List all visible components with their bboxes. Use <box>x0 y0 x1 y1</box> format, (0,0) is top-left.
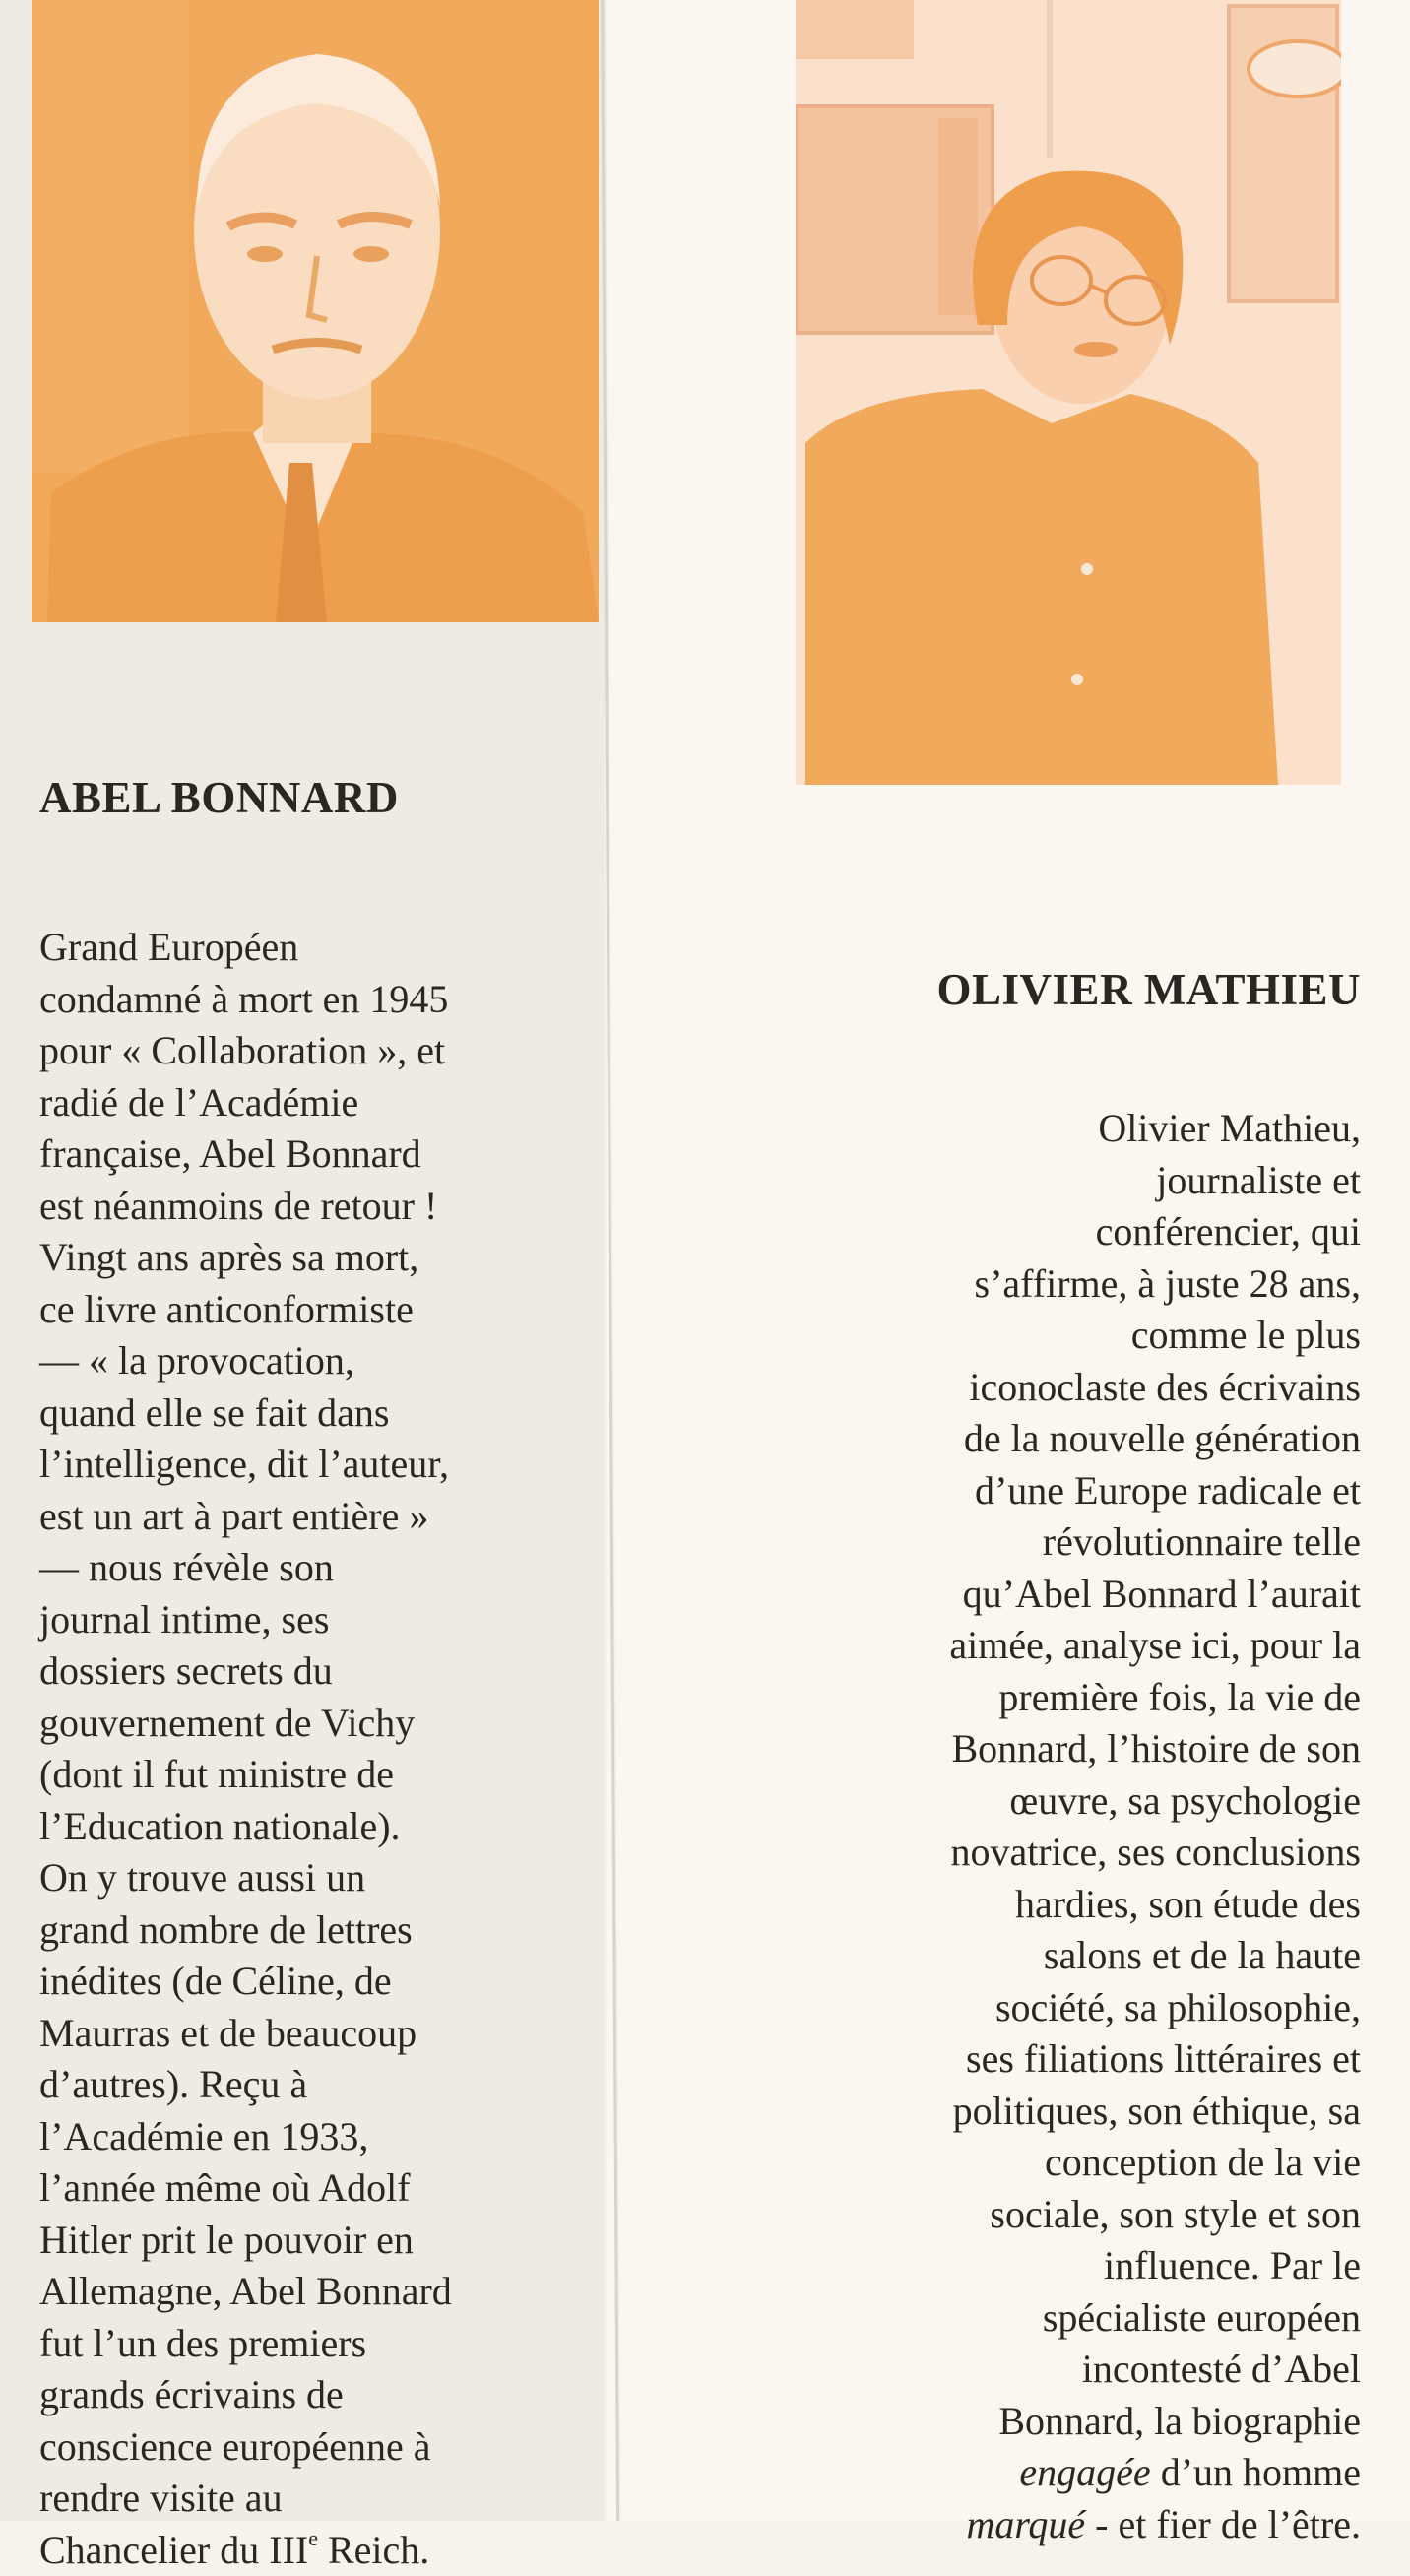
bio-line: société, sa philosophie, <box>788 1982 1361 2034</box>
abel-bonnard-column <box>39 768 620 2576</box>
bio-line: journal intime, ses <box>39 1594 620 1646</box>
photo-illustration <box>796 0 1341 785</box>
bio-line: de la nouvelle génération <box>788 1413 1361 1465</box>
bio-line: conscience européenne à <box>39 2421 620 2474</box>
bio-line: (dont il fut ministre de <box>39 1749 620 1801</box>
bio-line: pour « Collaboration », et <box>39 1025 620 1077</box>
bio-text: Chancelier du III <box>39 2528 308 2572</box>
bio-line: qu’Abel Bonnard l’aurait <box>788 1569 1361 1621</box>
olivier-mathieu-photo <box>796 0 1341 785</box>
bio-line: rendre visite au <box>39 2473 620 2525</box>
bio-line-last <box>788 2499 1361 2551</box>
bio-line: gouvernement de Vichy <box>39 1698 620 1750</box>
olivier-mathieu-column <box>788 960 1361 2550</box>
bio-line-last <box>39 2525 620 2576</box>
bio-line: aimée, analyse ici, pour la <box>788 1620 1361 1672</box>
bio-line: hardies, son étude des <box>788 1879 1361 1931</box>
bio-line: conférencier, qui <box>788 1206 1361 1258</box>
bio-line: Vingt ans après sa mort, <box>39 1232 620 1284</box>
bio-line: influence. Par le <box>788 2240 1361 2292</box>
bio-line: révolutionnaire telle <box>788 1516 1361 1569</box>
bio-line: dossiers secrets du <box>39 1645 620 1698</box>
bio-line: Maurras et de beaucoup <box>39 2008 620 2060</box>
bio-line: conception de la vie <box>788 2137 1361 2189</box>
bio-line: ce livre anticonformiste <box>39 1284 620 1336</box>
bio-text: d’un homme <box>1151 2450 1361 2494</box>
bio-line: l’année même où Adolf <box>39 2162 620 2215</box>
bio-line: fut l’un des premiers <box>39 2318 620 2370</box>
bio-line: spécialiste européen <box>788 2292 1361 2345</box>
bio-line: incontesté d’Abel <box>788 2344 1361 2396</box>
abel-bonnard-portrait <box>32 0 599 622</box>
bio-line: radié de l’Académie <box>39 1077 620 1129</box>
abel-bonnard-bio <box>39 922 620 2576</box>
bio-line: grands écrivains de <box>39 2369 620 2421</box>
bio-line: est néanmoins de retour ! <box>39 1181 620 1233</box>
bio-line: Olivier Mathieu, <box>788 1103 1361 1155</box>
bio-line: première fois, la vie de <box>788 1672 1361 1724</box>
bio-line: l’intelligence, dit l’auteur, <box>39 1439 620 1491</box>
olivier-mathieu-heading: OLIVIER MATHIEU <box>788 960 1361 1019</box>
bio-line: française, Abel Bonnard <box>39 1128 620 1181</box>
bio-line: œuvre, sa psychologie <box>788 1775 1361 1828</box>
bio-line: Grand Européen <box>39 922 620 974</box>
bio-line: politiques, son éthique, sa <box>788 2086 1361 2138</box>
bio-line: ses filiations littéraires et <box>788 2033 1361 2086</box>
bio-line: d’une Europe radicale et <box>788 1465 1361 1517</box>
bio-line: s’affirme, à juste 28 ans, <box>788 1258 1361 1311</box>
olivier-mathieu-bio <box>788 1103 1361 2550</box>
bio-line: l’Académie en 1933, <box>39 2111 620 2163</box>
bio-line: d’autres). Reçu à <box>39 2059 620 2111</box>
superscript: e <box>308 2526 318 2550</box>
bio-line: grand nombre de lettres <box>39 1904 620 1957</box>
abel-bonnard-heading: ABEL BONNARD <box>39 768 620 827</box>
portrait-illustration <box>32 0 599 622</box>
bio-line: journaliste et <box>788 1155 1361 1207</box>
bio-line: condamné à mort en 1945 <box>39 974 620 1026</box>
emphasis-marque: marqué <box>966 2502 1085 2546</box>
bio-line: Bonnard, l’histoire de son <box>788 1723 1361 1775</box>
bio-line: Allemagne, Abel Bonnard <box>39 2266 620 2318</box>
bio-line: Bonnard, la biographie <box>788 2396 1361 2448</box>
bio-line: comme le plus <box>788 1310 1361 1362</box>
bio-line: — « la provocation, <box>39 1335 620 1387</box>
bio-line: sociale, son style et son <box>788 2189 1361 2241</box>
bio-line: On y trouve aussi un <box>39 1852 620 1904</box>
bio-line: — nous révèle son <box>39 1542 620 1594</box>
bio-line: est un art à part entière » <box>39 1491 620 1543</box>
bio-line: Hitler prit le pouvoir en <box>39 2215 620 2267</box>
bio-line: inédites (de Céline, de <box>39 1956 620 2008</box>
bio-line: quand elle se fait dans <box>39 1387 620 1440</box>
bio-line: l’Education nationale). <box>39 1801 620 1853</box>
bio-line: novatrice, ses conclusions <box>788 1827 1361 1879</box>
bio-text: Reich. <box>318 2528 429 2572</box>
bio-line: iconoclaste des écrivains <box>788 1362 1361 1414</box>
emphasis-engagee: engagée <box>1019 2450 1150 2494</box>
bio-text: - et fier de l’être. <box>1085 2502 1361 2546</box>
bio-line: salons et de la haute <box>788 1930 1361 1982</box>
bio-line <box>788 2447 1361 2499</box>
